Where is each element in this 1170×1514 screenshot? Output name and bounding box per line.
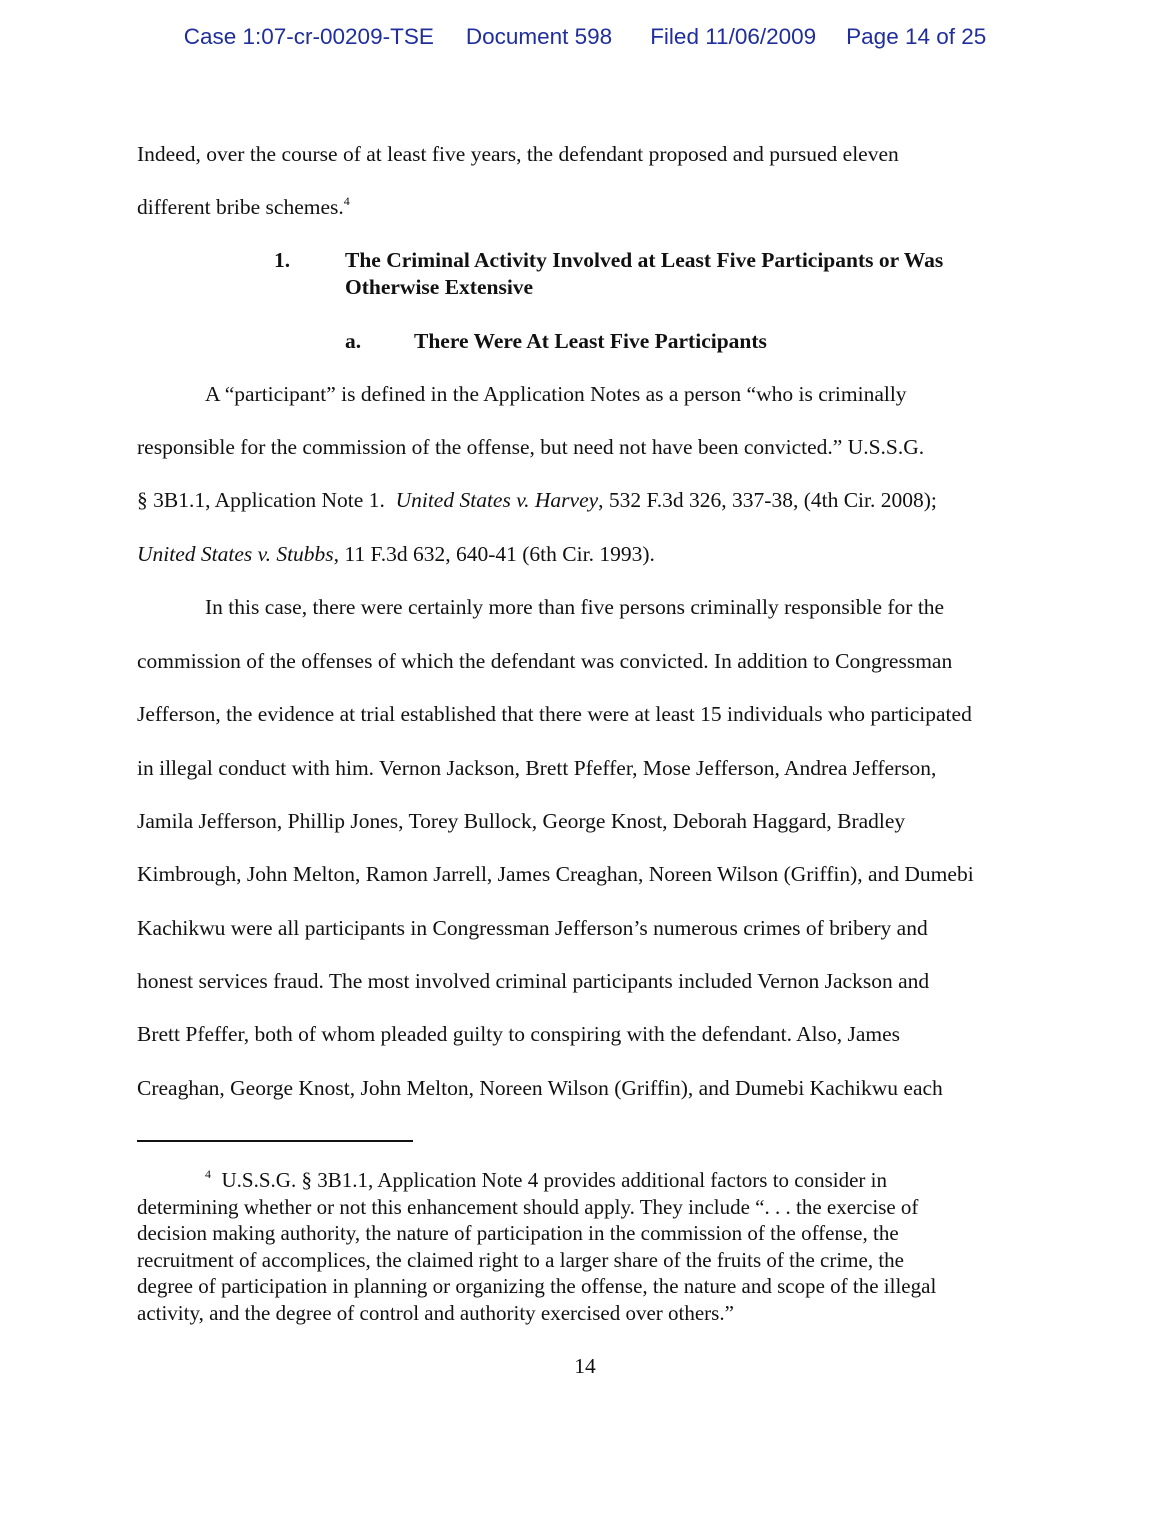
footnote-number: 4 xyxy=(205,1167,211,1181)
footnote-line: determining whether or not this enhancement should apply. They include “. . . the exercise of xyxy=(137,1195,919,1219)
footnote-line xyxy=(205,1168,887,1195)
body-line: Indeed, over the course of at least five years, the defendant proposed and pursued eleven xyxy=(137,142,899,166)
body-text: , 532 F.3d 326, 337-38, (4th Cir. 2008); xyxy=(598,488,937,512)
body-line: Kachikwu were all participants in Congressman Jefferson’s numerous crimes of bribery and xyxy=(137,916,928,940)
body-line xyxy=(137,541,655,567)
footnote-line: decision making authority, the nature of participation in the commission of the offense, the xyxy=(137,1221,899,1245)
footnote-line: activity, and the degree of control and authority exercised over others.” xyxy=(137,1301,734,1325)
body-line: Creaghan, George Knost, John Melton, Noreen Wilson (Griffin), and Dumebi Kachikwu each xyxy=(137,1076,943,1100)
body-line: Jamila Jefferson, Phillip Jones, Torey Bullock, George Knost, Deborah Haggard, Bradley xyxy=(137,809,906,833)
footnote-line: recruitment of accomplices, the claimed right to a larger share of the fruits of the crime, the xyxy=(137,1248,904,1272)
body-line xyxy=(137,194,350,223)
section-title-line: Otherwise Extensive xyxy=(345,275,534,299)
case-citation: United States v. Harvey xyxy=(395,488,599,512)
page-of: Page 14 of 25 xyxy=(846,24,987,49)
body-text: § 3B1.1, Application Note 1. xyxy=(137,488,396,512)
footnote-separator xyxy=(137,1140,413,1142)
footnote-text: U.S.S.G. § 3B1.1, Application Note 4 provides additional factors to consider in xyxy=(221,1168,887,1192)
body-line: In this case, there were certainly more than five persons criminally responsible for the xyxy=(205,595,945,619)
body-line: Kimbrough, John Melton, Ramon Jarrell, James Creaghan, Noreen Wilson (Griffin), and Dumebi xyxy=(137,862,974,886)
footnote-reference: 4 xyxy=(343,194,350,208)
footnote-line: degree of participation in planning or organizing the offense, the nature and scope of the illegal xyxy=(137,1274,937,1298)
case-citation: United States v. Stubbs xyxy=(137,542,334,566)
body-text: , 11 F.3d 632, 640-41 (6th Cir. 1993). xyxy=(333,542,655,566)
section-number: 1. xyxy=(274,248,291,272)
subsection-title: There Were At Least Five Participants xyxy=(414,329,767,353)
page-number: 14 xyxy=(574,1354,596,1378)
body-line: Brett Pfeffer, both of whom pleaded guilty to conspiring with the defendant. Also, James xyxy=(137,1022,901,1046)
document-number: Document 598 xyxy=(465,24,613,49)
body-line: honest services fraud. The most involved criminal participants included Vernon Jackson and xyxy=(137,969,930,993)
subsection-letter: a. xyxy=(345,329,362,353)
body-line: in illegal conduct with him. Vernon Jackson, Brett Pfeffer, Mose Jefferson, Andrea Jefferson, xyxy=(137,756,937,780)
filed-date: Filed 11/06/2009 xyxy=(650,24,817,49)
body-line xyxy=(137,487,937,513)
body-line: commission of the offenses of which the defendant was convicted. In addition to Congressman xyxy=(137,649,953,673)
case-number: Case 1:07-cr-00209-TSE xyxy=(183,24,434,49)
ecf-header xyxy=(0,24,1170,50)
section-title-line: The Criminal Activity Involved at Least Five Participants or Was xyxy=(345,248,944,272)
body-text: different bribe schemes. xyxy=(137,195,344,219)
body-line: Jefferson, the evidence at trial established that there were at least 15 individuals who participated xyxy=(137,702,972,726)
body-line: responsible for the commission of the offense, but need not have been convicted.” U.S.S.G. xyxy=(137,435,925,459)
body-line: A “participant” is defined in the Application Notes as a person “who is criminally xyxy=(205,382,907,406)
